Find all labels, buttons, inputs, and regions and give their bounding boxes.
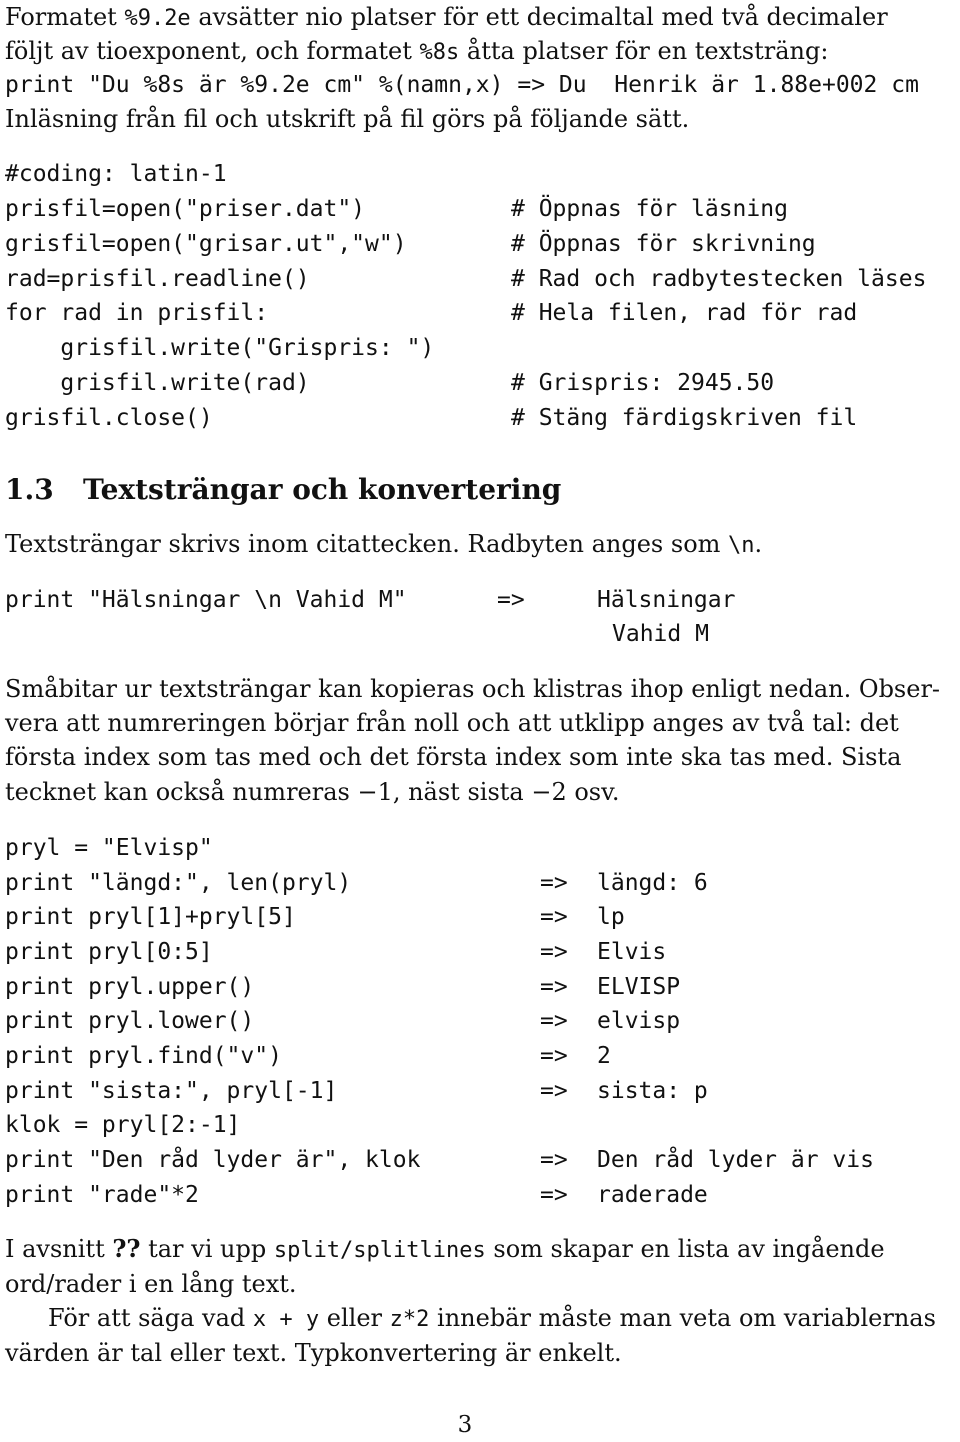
hello-output-line-1: Hälsningar bbox=[597, 587, 736, 613]
result-arrow: => bbox=[497, 587, 525, 613]
code-output: 2 bbox=[597, 1043, 611, 1069]
code-line: print "rade"*2 bbox=[5, 1182, 199, 1208]
result-arrow: => bbox=[540, 1008, 568, 1034]
code-output: lp bbox=[597, 904, 625, 930]
code-line: grisfil.write(rad) bbox=[5, 370, 310, 396]
code-line: print "sista:", pryl[-1] bbox=[5, 1078, 338, 1104]
section-heading bbox=[5, 472, 561, 508]
result-arrow: => bbox=[540, 1147, 568, 1173]
page-number: 3 bbox=[457, 1412, 473, 1438]
code-line: print pryl.upper() bbox=[5, 974, 255, 1000]
intro-line-4: Inläsning från fil och utskrift på fil görs på följande sätt. bbox=[5, 105, 690, 133]
paragraph-line: tecknet kan också numreras −1, näst sista −2 osv. bbox=[5, 778, 620, 806]
hello-output-line-2: Vahid M bbox=[612, 621, 709, 647]
code-output: sista: p bbox=[597, 1078, 708, 1104]
inline-code: split/splitlines bbox=[273, 1238, 486, 1263]
result-arrow: => bbox=[540, 939, 568, 965]
code-line: print pryl.lower() bbox=[5, 1008, 255, 1034]
code-line: grisfil.write("Grispris: ") bbox=[5, 335, 435, 361]
result-arrow: => bbox=[540, 1043, 568, 1069]
intro-line-1: Formatet %9.2e avsätter nio platser för ett decimaltal med två decimaler bbox=[5, 3, 888, 31]
code-line: for rad in prisfil: bbox=[5, 300, 269, 326]
result-arrow: => bbox=[540, 1182, 568, 1208]
code-line: print pryl.find("v") bbox=[5, 1043, 282, 1069]
code-comment: # Stäng färdigskriven fil bbox=[511, 405, 858, 431]
code-comment: # Öppnas för skrivning bbox=[511, 231, 816, 257]
result-arrow: => bbox=[540, 1078, 568, 1104]
closing-line-3: För att säga vad x + y eller z*2 innebär måste man veta om variablernas bbox=[48, 1304, 936, 1332]
code-output: raderade bbox=[597, 1182, 708, 1208]
code-comment: # Rad och radbytestecken läses bbox=[511, 266, 927, 292]
inline-code: z*2 bbox=[389, 1307, 430, 1332]
code-line: grisfil.close() bbox=[5, 405, 213, 431]
section-reference: ?? bbox=[112, 1234, 141, 1263]
code-coding-line: #coding: latin-1 bbox=[5, 161, 227, 187]
result-arrow: => bbox=[540, 974, 568, 1000]
code-line: klok = pryl[2:-1] bbox=[5, 1112, 241, 1138]
code-line: prisfil=open("priser.dat") bbox=[5, 196, 366, 222]
intro-line-2: följt av tioexponent, och formatet %8s åtta platser för en textsträng: bbox=[5, 37, 829, 65]
code-output: Den råd lyder är vis bbox=[597, 1147, 874, 1173]
code-comment: # Hela filen, rad för rad bbox=[511, 300, 858, 326]
section-title: Textsträngar och konvertering bbox=[82, 473, 562, 506]
format-example-code: print "Du %8s är %9.2e cm" %(namn,x) => Du Henrik är 1.88e+002 cm bbox=[5, 72, 919, 98]
section-number: 1.3 bbox=[5, 473, 54, 506]
hello-code: print "Hälsningar \n Vahid M" bbox=[5, 587, 407, 613]
result-arrow: => bbox=[540, 870, 568, 896]
code-output: Elvis bbox=[597, 939, 667, 965]
code-line: pryl = "Elvisp" bbox=[5, 835, 213, 861]
inline-code: \n bbox=[728, 533, 755, 558]
paragraph-line: vera att numreringen börjar från noll och att utklipp anges av två tal: det bbox=[5, 709, 899, 737]
code-output: elvisp bbox=[597, 1008, 681, 1034]
code-line: print pryl[1]+pryl[5] bbox=[5, 904, 296, 930]
inline-code: x + y bbox=[252, 1307, 320, 1332]
code-output: ELVISP bbox=[597, 974, 681, 1000]
paragraph-line: första index som tas med och det första index som inte ska tas med. Sista bbox=[5, 743, 902, 771]
code-line: print "Den råd lyder är", klok bbox=[5, 1147, 421, 1173]
code-line: rad=prisfil.readline() bbox=[5, 266, 310, 292]
closing-line-2: ord/rader i en lång text. bbox=[5, 1270, 297, 1298]
paragraph-line: Småbitar ur textsträngar kan kopieras och klistras ihop enligt nedan. Obser- bbox=[5, 675, 941, 703]
inline-code: %8s bbox=[419, 40, 460, 65]
strings-intro: Textsträngar skrivs inom citattecken. Radbyten anges som \n. bbox=[5, 530, 763, 558]
code-line: print "längd:", len(pryl) bbox=[5, 870, 352, 896]
code-line: print pryl[0:5] bbox=[5, 939, 213, 965]
inline-code: %9.2e bbox=[124, 6, 191, 31]
code-output: längd: 6 bbox=[597, 870, 708, 896]
code-comment: # Öppnas för läsning bbox=[511, 196, 788, 222]
closing-line-4: värden är tal eller text. Typkonvertering är enkelt. bbox=[5, 1339, 622, 1367]
result-arrow: => bbox=[540, 904, 568, 930]
closing-line-1: I avsnitt ?? tar vi upp split/splitlines som skapar en lista av ingående bbox=[5, 1234, 885, 1263]
code-line: grisfil=open("grisar.ut","w") bbox=[5, 231, 407, 257]
code-comment: # Grispris: 2945.50 bbox=[511, 370, 775, 396]
